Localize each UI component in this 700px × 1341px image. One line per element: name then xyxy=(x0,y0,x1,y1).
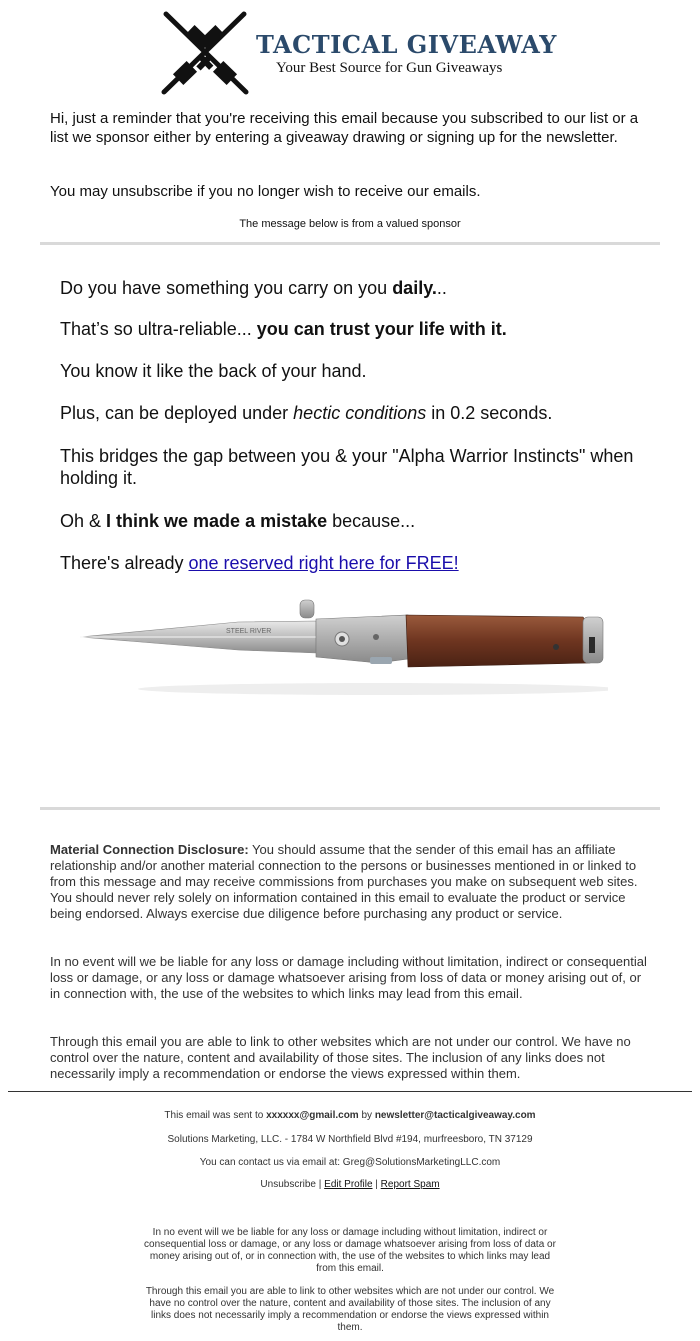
footer-links: Unsubscribe | Edit Profile | Report Spam xyxy=(260,1179,440,1190)
footer-address: Solutions Marketing, LLC. - 1784 W Northfield Blvd #194, murfreesboro, TN 37129 xyxy=(167,1134,533,1145)
logo-title: TACTICAL GIVEAWAY xyxy=(256,30,557,59)
logo[interactable] xyxy=(158,8,557,100)
unsubscribe-link[interactable]: Unsubscribe xyxy=(260,1179,316,1190)
footer-fineprint-2: Through this email you are able to link to other websites which are not under our control. We have no control over the nature, content and availability of those sites. The inclusion of any links does not necessarily imply a recommendation or endorse the views expressed within them. xyxy=(145,1286,555,1333)
disclosure-paragraph-1: Material Connection Disclosure: You should assume that the sender of this email has an affiliate relationship and/or another material connection to the persons or businesses mentioned in or linked to from this message and may receive commissions from purchases you make on subsequent web sites. You should never rely solely on information contained in this email to evaluate the product or service being endorsed. Always exercise due diligence before purchasing any product or service. xyxy=(50,842,638,921)
crossed-rifles-icon xyxy=(158,8,253,100)
knife-image[interactable] xyxy=(78,597,608,707)
footer-contact: You can contact us via email at: Greg@SolutionsMarketingLLC.com xyxy=(199,1157,501,1168)
ad-paragraph-1: Do you have something you carry on you daily... xyxy=(60,278,447,298)
free-offer-link[interactable]: one reserved right here for FREE! xyxy=(188,553,459,573)
ad-paragraph-4: Plus, can be deployed under hectic conditions in 0.2 seconds. xyxy=(60,403,553,423)
ad-paragraph-5: This bridges the gap between you & your "Alpha Warrior Instincts" when holding it. xyxy=(60,446,634,488)
disclosure-paragraph-3: Through this email you are able to link to other websites which are not under our control. We have no control over the nature, content and availability of those sites. The inclusion of any links does not necessarily imply a recommendation or endorse the views expressed within them. xyxy=(50,1034,631,1081)
ad-paragraph-6: Oh & I think we made a mistake because... xyxy=(60,511,416,531)
reminder-text: Hi, just a reminder that you're receiving this email because you subscribed to our list or a list we sponsor either by entering a giveaway drawing or signing up for the newsletter. xyxy=(50,110,639,146)
knife-bolster xyxy=(316,615,408,663)
divider xyxy=(40,807,660,810)
unsubscribe-note: You may unsubscribe if you no longer wish to receive our emails. xyxy=(50,183,481,200)
sponsor-note: The message below is from a valued sponsor xyxy=(239,218,461,230)
ad-paragraph-2: That’s so ultra-reliable... you can trust your life with it. xyxy=(60,319,507,339)
footer-divider xyxy=(8,1091,692,1092)
disclosure-paragraph-2: In no event will we be liable for any loss or damage including without limitation, indirect or consequential loss or damage, or any loss or damage whatsoever arising from loss of data or money arising out of, or in connection with, the use of the websites to which links may lead from this email. xyxy=(50,954,647,1001)
knife-handle xyxy=(406,615,590,667)
report-spam-link[interactable]: Report Spam xyxy=(380,1179,440,1190)
footer-fineprint-1: In no event will we be liable for any loss or damage including without limitation, indirect or consequential loss or damage, or any loss or damage whatsoever arising from loss of data or money arising out of, or in connection with, the use of the websites to which links may lead from this email. xyxy=(144,1227,556,1274)
footer-sent-line: This email was sent to xxxxxx@gmail.com by newsletter@tacticalgiveaway.com xyxy=(164,1110,536,1121)
divider xyxy=(40,242,660,245)
ad-paragraph-7: There's already one reserved right here for FREE! xyxy=(60,553,459,573)
ad-paragraph-3: You know it like the back of your hand. xyxy=(60,361,367,381)
edit-profile-link[interactable]: Edit Profile xyxy=(324,1179,373,1190)
logo-tagline: Your Best Source for Gun Giveaways xyxy=(276,60,503,76)
knife-engraving: STEEL RIVER xyxy=(226,628,272,635)
